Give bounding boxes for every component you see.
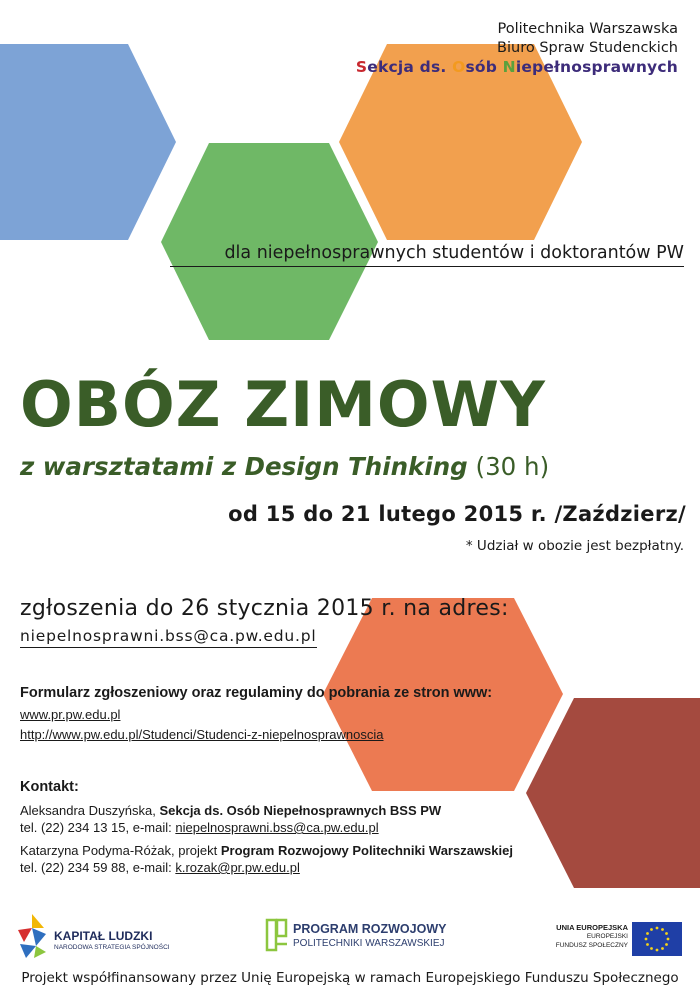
contact-org: Sekcja ds. Osób Niepełnosprawnych BSS PW xyxy=(159,803,442,818)
kl-subtitle: NARODOWA STRATEGIA SPÓJNOŚCI xyxy=(54,944,170,951)
eu-title: UNIA EUROPEJSKA xyxy=(556,923,628,932)
forms-block xyxy=(20,685,492,747)
kapital-ludzki-logo xyxy=(14,912,204,960)
contact-phone: tel. (22) 234 13 15, e-mail: xyxy=(20,820,176,835)
eu-subtitle-1: EUROPEJSKI xyxy=(586,933,628,940)
section-letter-o: O xyxy=(452,58,466,76)
free-note: * Udział w obozie jest bezpłatny. xyxy=(465,538,684,554)
section-part-2: sób xyxy=(465,58,503,76)
pr-subtitle: POLITECHNIKI WARSZAWSKIEJ xyxy=(293,938,445,949)
contact-entry xyxy=(20,842,513,876)
hexagon-green xyxy=(161,143,378,340)
contact-name-line xyxy=(20,802,513,819)
organizer-block xyxy=(356,20,678,77)
section-part-3: iepełnosprawnych xyxy=(515,58,678,76)
section-letter-s: S xyxy=(355,58,368,76)
eu-subtitle-2: FUNDUSZ SPOŁECZNY xyxy=(555,942,628,949)
registration-email[interactable]: niepelnosprawni.bss@ca.pw.edu.pl xyxy=(20,627,317,648)
contact-name-line xyxy=(20,842,513,859)
hexagon-brick xyxy=(526,698,700,888)
funding-footer: Projekt współfinansowany przez Unię Europejską w ramach Europejskiego Funduszu Społecznego xyxy=(21,970,679,986)
contact-email-link[interactable]: k.rozak@pr.pw.edu.pl xyxy=(175,860,300,875)
contact-phone-line xyxy=(20,859,513,876)
contacts-heading: Kontakt: xyxy=(20,779,79,795)
section-name xyxy=(356,58,678,77)
contact-phone: tel. (22) 234 59 88, e-mail: xyxy=(20,860,176,875)
link-pw-students[interactable]: http://www.pw.edu.pl/Studenci/Studenci-z-niepelnosprawnoscia xyxy=(20,727,384,742)
eu-logo xyxy=(532,918,682,958)
contacts-block xyxy=(20,779,513,882)
subtitle-design-thinking: z warsztatami z Design Thinking xyxy=(20,452,468,481)
subtitle xyxy=(20,452,549,481)
office-name: Biuro Spraw Studenckich xyxy=(497,40,678,56)
section-letter-n: N xyxy=(502,58,516,76)
forms-heading: Formularz zgłoszeniowy oraz regulaminy do pobrania ze stron www: xyxy=(20,685,493,701)
kapital-ludzki-icon xyxy=(14,912,50,960)
contact-entry xyxy=(20,802,513,836)
university-name: Politechnika Warszawska xyxy=(497,21,678,37)
kl-title: KAPITAŁ LUDZKI xyxy=(54,929,153,943)
contact-name: Aleksandra Duszyńska, xyxy=(20,803,160,818)
audience-line: dla niepełnosprawnych studentów i doktorantów PW xyxy=(170,243,684,267)
link-pr-pw[interactable]: www.pr.pw.edu.pl xyxy=(20,707,121,722)
program-rozwojowy-logo xyxy=(265,916,465,958)
logo-strip xyxy=(0,912,700,962)
pr-title: PROGRAM ROZWOJOWY xyxy=(293,922,447,936)
contact-email-link[interactable]: niepelnosprawni.bss@ca.pw.edu.pl xyxy=(175,820,379,835)
subtitle-hours: (30 h) xyxy=(467,452,550,481)
program-rozwojowy-icon xyxy=(265,918,289,952)
contact-phone-line xyxy=(20,819,513,836)
hexagon-blue xyxy=(0,44,176,240)
contact-org: Program Rozwojowy Politechniki Warszawskiej xyxy=(220,843,513,858)
contact-name: Katarzyna Podyma-Różak, projekt xyxy=(20,843,221,858)
event-dates: od 15 do 21 lutego 2015 r. /Zaździerz/ xyxy=(228,502,686,526)
registration-deadline: zgłoszenia do 26 stycznia 2015 r. na adres: xyxy=(20,596,509,621)
eu-flag-icon xyxy=(632,922,682,956)
main-title: OBÓZ ZIMOWY xyxy=(20,368,546,441)
section-part-1: ekcja ds. xyxy=(367,58,453,76)
